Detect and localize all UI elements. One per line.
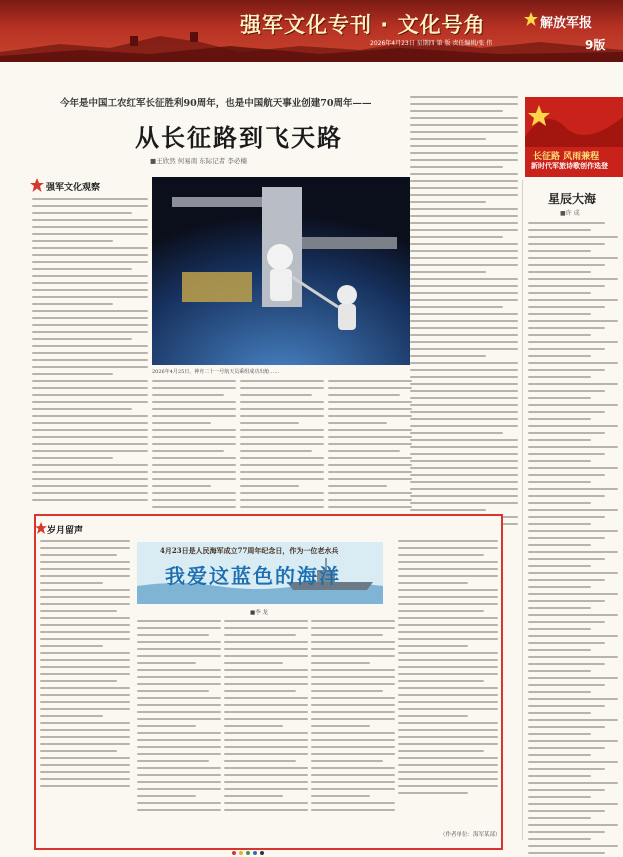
page-number: 9版 [585, 38, 606, 52]
memoir-column-4 [311, 620, 395, 816]
section-title: 强军文化专刊 · 文化号角 [240, 13, 486, 37]
promo-illustration [525, 97, 623, 147]
article-column-5 [410, 96, 518, 530]
color-registration-dots [232, 851, 264, 855]
column-divider [522, 180, 523, 840]
poem-title: 星辰大海 [548, 192, 597, 206]
memoir-column-1 [40, 540, 130, 792]
poem-body [528, 222, 618, 857]
section-star-icon [35, 522, 47, 534]
paper-name: 解放军报 [540, 16, 593, 31]
registration-dot [253, 851, 257, 855]
feature-byline: ■王欣然 何易南 东际记者 李必楠 [150, 157, 247, 165]
memoir-author-note: （作者单位：海军某部） [440, 832, 501, 838]
memoir-column-2 [137, 620, 221, 816]
registration-dot [232, 851, 236, 855]
issue-info: 2026年4月23日 星期四 第 版 责任编辑/张 伟 [370, 40, 493, 47]
registration-dot [246, 851, 250, 855]
article-column-4 [328, 380, 412, 513]
section-label-memoir: 岁月留声 [47, 526, 84, 536]
memoir-title: 我爱这蓝色的海洋 [165, 564, 341, 588]
poem-author: ■许 成 [560, 210, 580, 217]
photo-caption: 2026年4月25日，神舟二十一号航天员乘组成功出舱…… [152, 369, 280, 375]
promo-line-2: 新时代军旅诗歌创作选登 [531, 162, 608, 170]
section-star-icon [30, 178, 44, 192]
masthead [0, 0, 623, 62]
poetry-promo-banner [525, 97, 623, 177]
spacewalk-illustration [152, 177, 410, 365]
feature-headline: 从长征路到飞天路 [135, 123, 343, 152]
memoir-column-3 [224, 620, 308, 816]
article-column-2 [152, 380, 236, 513]
memoir-column-5 [398, 540, 498, 799]
article-column-1 [32, 198, 148, 506]
article-column-3 [240, 380, 324, 513]
registration-dot [239, 851, 243, 855]
memoir-kicker: 4月23日是人民海军成立77周年纪念日，作为一位老水兵 [160, 546, 339, 555]
memoir-byline: ■李 龙 [250, 610, 268, 616]
registration-dot [260, 851, 264, 855]
promo-line-1: 长征路 风雨兼程 [533, 152, 600, 162]
spacewalk-photo [152, 177, 410, 365]
army-star-emblem-icon [524, 12, 538, 26]
section-label-observe: 强军文化观察 [46, 183, 101, 193]
feature-kicker: 今年是中国工农红军长征胜利90周年，也是中国航天事业创建70周年—— [60, 98, 372, 109]
